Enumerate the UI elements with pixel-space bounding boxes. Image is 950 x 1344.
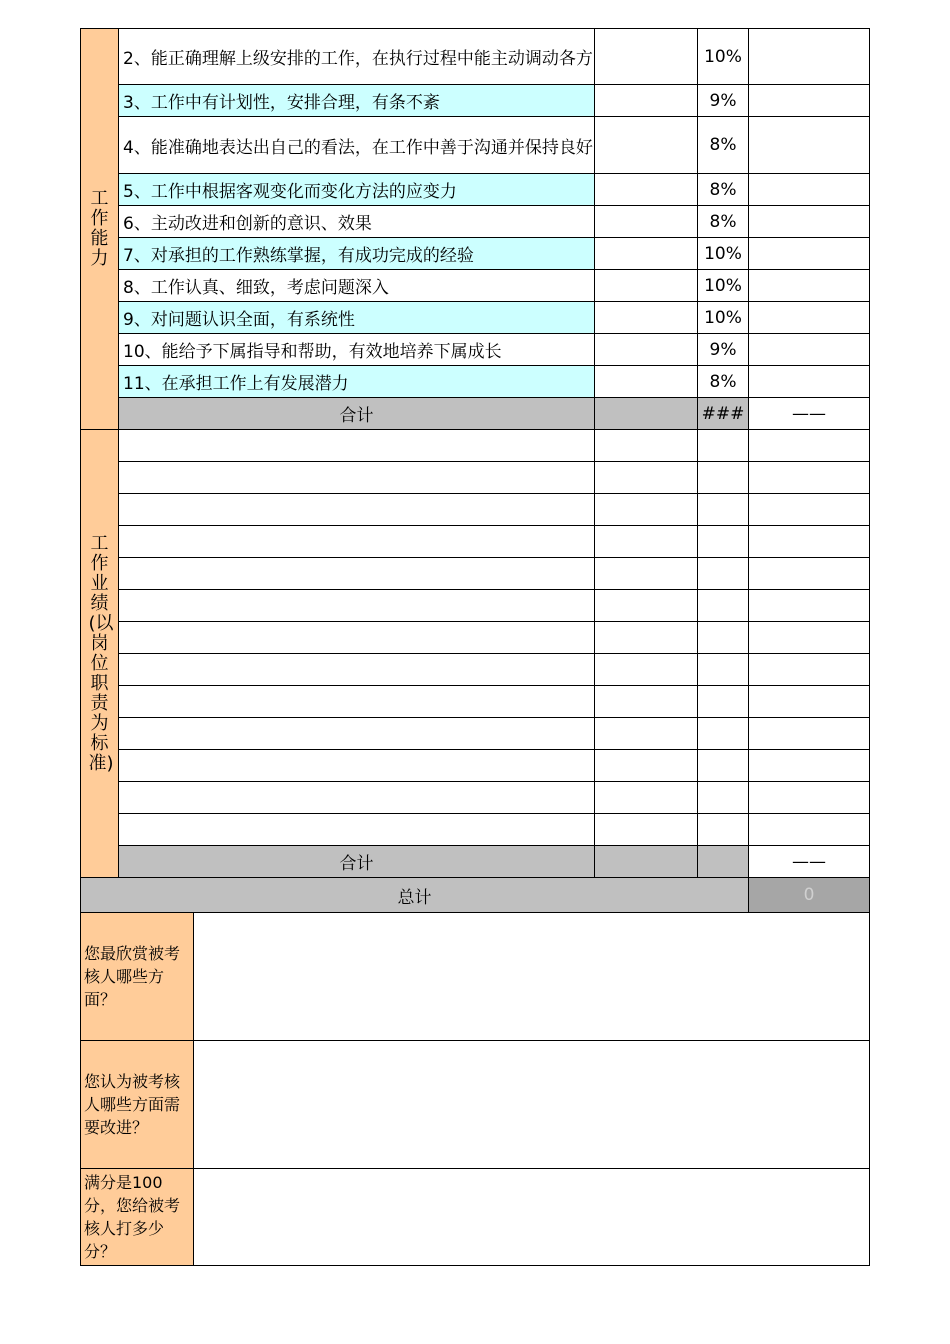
weighted-score-cell[interactable] [749,174,870,206]
ability-row [81,174,870,206]
performance-item-cell[interactable] [119,494,595,526]
score-cell[interactable] [595,622,698,654]
ability-subtotal-weight: ### [698,398,749,430]
performance-row [81,750,870,782]
weight-cell: 8% [698,366,749,398]
ability-item-text: 3、工作中有计划性，安排合理，有条不紊 [119,85,595,117]
question-label: 满分是100分，您给被考核人打多少分？ [81,1169,194,1266]
grand-total-value: 0 [749,878,870,913]
ability-category [81,29,119,430]
performance-subtotal-score [595,846,698,878]
weight-cell[interactable] [698,814,749,846]
evaluation-table [80,28,870,1266]
performance-row [81,686,870,718]
score-cell[interactable] [595,430,698,462]
question-label: 您认为被考核人哪些方面需要改进？ [81,1041,194,1169]
performance-row [81,782,870,814]
ability-item-text: 4、能准确地表达出自己的看法，在工作中善于沟通并保持良好 [119,117,595,174]
ability-item-text: 7、对承担的工作熟练掌握，有成功完成的经验 [119,238,595,270]
performance-item-cell[interactable] [119,718,595,750]
performance-row [81,494,870,526]
weighted-score-cell[interactable] [749,622,870,654]
score-cell[interactable] [595,366,698,398]
performance-row [81,590,870,622]
weight-cell[interactable] [698,782,749,814]
score-cell[interactable] [595,814,698,846]
weighted-score-cell[interactable] [749,494,870,526]
question-label: 您最欣赏被考核人哪些方面？ [81,913,194,1041]
ability-row [81,302,870,334]
weight-cell[interactable] [698,686,749,718]
performance-item-cell[interactable] [119,590,595,622]
weighted-score-cell[interactable] [749,206,870,238]
score-cell[interactable] [595,302,698,334]
weighted-score-cell[interactable] [749,302,870,334]
performance-row [81,430,870,462]
performance-item-cell[interactable] [119,462,595,494]
score-cell[interactable] [595,85,698,117]
score-cell[interactable] [595,238,698,270]
weight-cell: 10% [698,270,749,302]
weight-cell: 8% [698,206,749,238]
performance-item-cell[interactable] [119,686,595,718]
weighted-score-cell[interactable] [749,782,870,814]
score-cell[interactable] [595,526,698,558]
weighted-score-cell[interactable] [749,270,870,302]
performance-row [81,814,870,846]
performance-item-cell[interactable] [119,622,595,654]
grand-total-label: 总计 [81,878,749,913]
performance-row [81,718,870,750]
weighted-score-cell[interactable] [749,430,870,462]
weight-cell[interactable] [698,622,749,654]
ability-row [81,85,870,117]
weighted-score-cell[interactable] [749,29,870,85]
ability-item-text: 5、工作中根据客观变化而变化方法的应变力 [119,174,595,206]
score-cell[interactable] [595,654,698,686]
score-cell[interactable] [595,558,698,590]
weighted-score-cell[interactable] [749,750,870,782]
weighted-score-cell[interactable] [749,686,870,718]
ability-row [81,366,870,398]
performance-item-cell[interactable] [119,558,595,590]
score-cell[interactable] [595,686,698,718]
weighted-score-cell[interactable] [749,814,870,846]
score-cell[interactable] [595,206,698,238]
answer-area[interactable] [194,913,870,1041]
evaluation-form [80,28,869,1266]
ability-subtotal-score [595,398,698,430]
weighted-score-cell[interactable] [749,462,870,494]
ability-row [81,334,870,366]
ability-item-text: 6、主动改进和创新的意识、效果 [119,206,595,238]
ability-subtotal-dash: —— [749,398,870,430]
weighted-score-cell[interactable] [749,718,870,750]
score-cell[interactable] [595,117,698,174]
score-cell[interactable] [595,782,698,814]
grand-total-row [81,878,870,913]
score-cell[interactable] [595,494,698,526]
score-cell[interactable] [595,174,698,206]
ability-row [81,29,870,85]
performance-item-cell[interactable] [119,750,595,782]
weight-cell[interactable] [698,718,749,750]
score-cell[interactable] [595,750,698,782]
weight-cell: 9% [698,85,749,117]
performance-item-cell[interactable] [119,430,595,462]
score-cell[interactable] [595,270,698,302]
score-cell[interactable] [595,462,698,494]
answer-area[interactable] [194,1169,870,1266]
score-cell[interactable] [595,718,698,750]
performance-row [81,622,870,654]
ability-item-text: 2、能正确理解上级安排的工作，在执行过程中能主动调动各方 [119,29,595,85]
ability-item-text: 11、在承担工作上有发展潜力 [119,366,595,398]
performance-item-cell[interactable] [119,814,595,846]
ability-row [81,238,870,270]
weighted-score-cell[interactable] [749,117,870,174]
question-row [81,1041,870,1169]
ability-subtotal-row [81,398,870,430]
weighted-score-cell[interactable] [749,238,870,270]
weight-cell[interactable] [698,558,749,590]
score-cell[interactable] [595,334,698,366]
performance-subtotal-label: 合计 [119,846,595,878]
weight-cell[interactable] [698,654,749,686]
performance-subtotal-dash: —— [749,846,870,878]
ability-item-text: 9、对问题认识全面，有系统性 [119,302,595,334]
weighted-score-cell[interactable] [749,590,870,622]
weight-cell[interactable] [698,590,749,622]
performance-category [81,430,119,878]
answer-area[interactable] [194,1041,870,1169]
weighted-score-cell[interactable] [749,366,870,398]
score-cell[interactable] [595,29,698,85]
weighted-score-cell[interactable] [749,654,870,686]
question-row [81,913,870,1041]
question-row [81,1169,870,1266]
performance-row [81,558,870,590]
performance-category-label: 工作业绩(以岗位职责为标准) [88,532,114,774]
performance-item-cell[interactable] [119,526,595,558]
weight-cell: 8% [698,174,749,206]
performance-row [81,462,870,494]
weighted-score-cell[interactable] [749,526,870,558]
weight-cell: 10% [698,238,749,270]
ability-row [81,270,870,302]
performance-subtotal-row [81,846,870,878]
weight-cell[interactable] [698,430,749,462]
weight-cell: 10% [698,29,749,85]
ability-row [81,206,870,238]
score-cell[interactable] [595,590,698,622]
weighted-score-cell[interactable] [749,558,870,590]
weighted-score-cell[interactable] [749,85,870,117]
ability-item-text: 8、工作认真、细致，考虑问题深入 [119,270,595,302]
weight-cell: 9% [698,334,749,366]
performance-item-cell[interactable] [119,782,595,814]
weight-cell[interactable] [698,494,749,526]
ability-subtotal-label: 合计 [119,398,595,430]
performance-row [81,526,870,558]
weight-cell: 8% [698,117,749,174]
weighted-score-cell[interactable] [749,334,870,366]
weight-cell[interactable] [698,526,749,558]
performance-row [81,654,870,686]
ability-category-label: 工作能力 [90,188,109,269]
performance-subtotal-weight [698,846,749,878]
weight-cell[interactable] [698,750,749,782]
ability-row [81,117,870,174]
ability-item-text: 10、能给予下属指导和帮助，有效地培养下属成长 [119,334,595,366]
performance-item-cell[interactable] [119,654,595,686]
weight-cell[interactable] [698,462,749,494]
weight-cell: 10% [698,302,749,334]
